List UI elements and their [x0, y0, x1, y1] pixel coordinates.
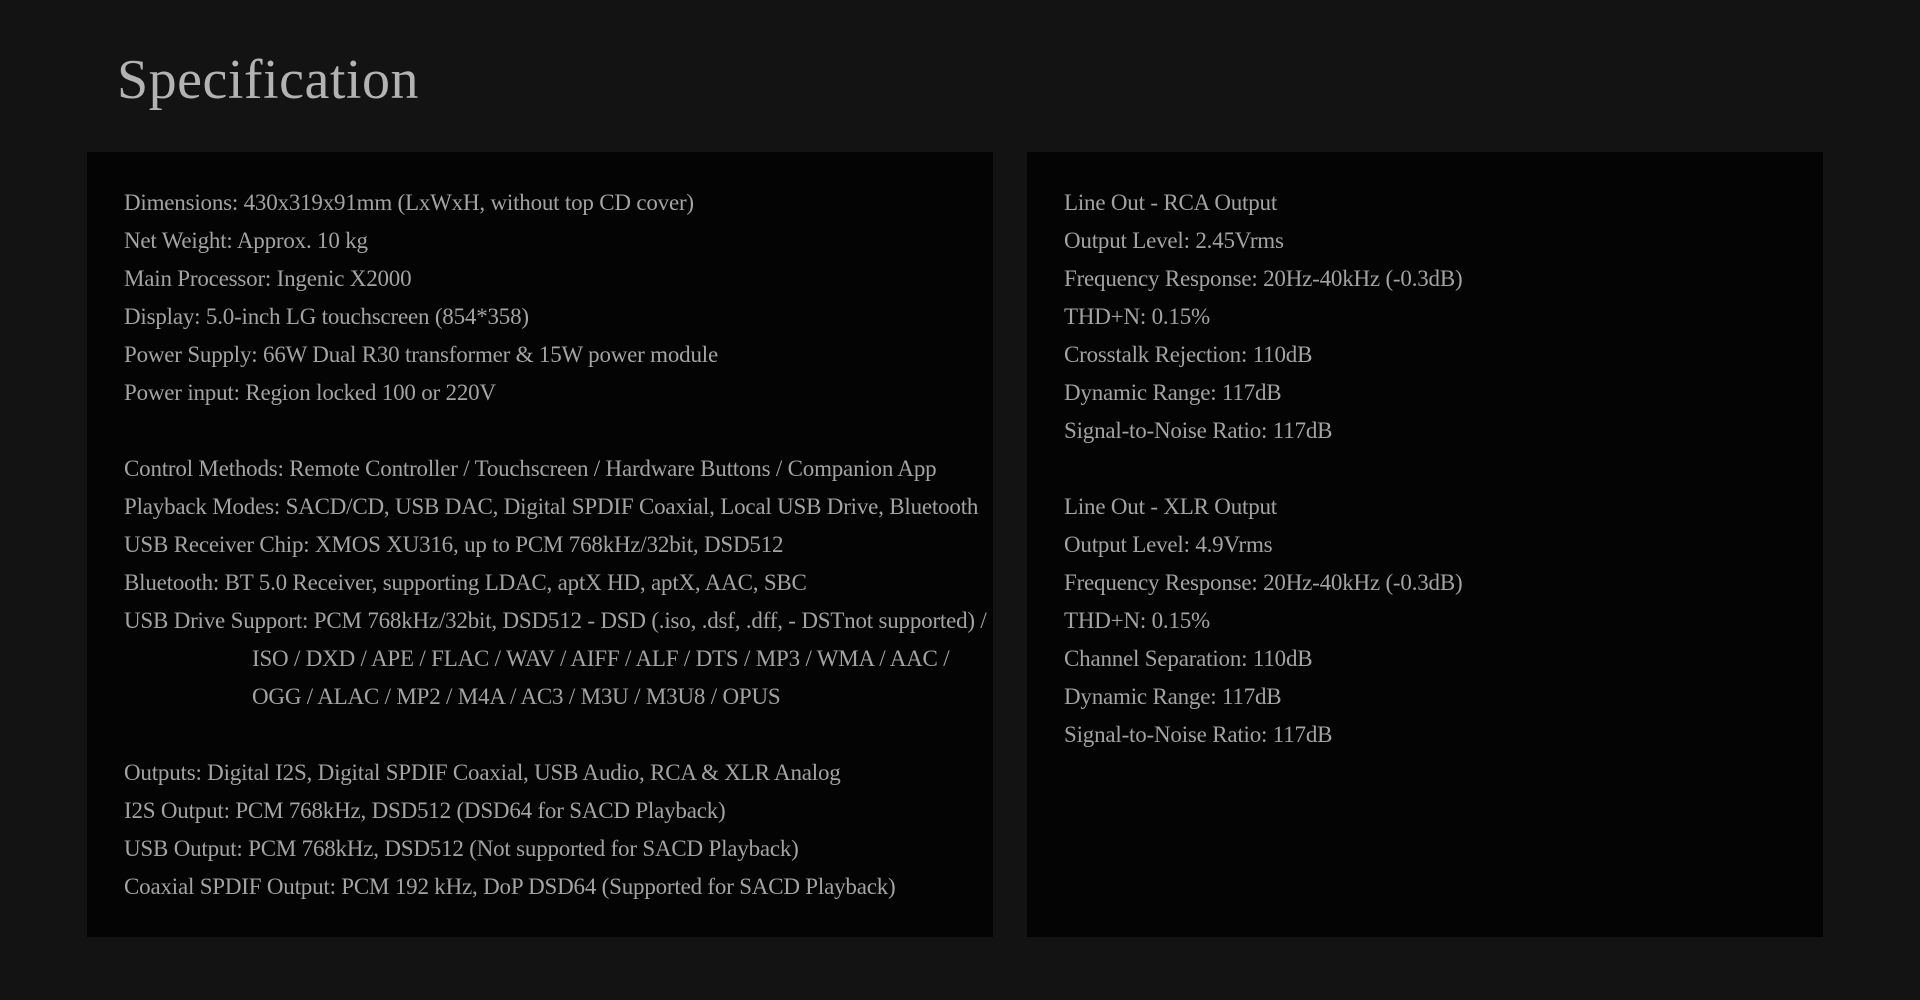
spec-line: Power Supply: 66W Dual R30 transformer & 15W power module — [124, 342, 718, 367]
spec-line: Signal-to-Noise Ratio: 117dB — [1064, 418, 1333, 443]
spec-group — [124, 184, 981, 412]
spec-line: Dimensions: 430x319x91mm (LxWxH, without top CD cover) — [124, 190, 694, 215]
spec-line: Playback Modes: SACD/CD, USB DAC, Digital SPDIF Coaxial, Local USB Drive, Bluetooth — [124, 494, 979, 519]
spec-line: Net Weight: Approx. 10 kg — [124, 228, 368, 253]
spec-line: Line Out - XLR Output — [1064, 494, 1277, 519]
spec-line: OGG / ALAC / MP2 / M4A / AC3 / M3U / M3U8 / OPUS — [252, 684, 781, 709]
spec-line: USB Output: PCM 768kHz, DSD512 (Not supported for SACD Playback) — [124, 836, 799, 861]
page-title: Specification — [117, 49, 419, 111]
spec-line: Crosstalk Rejection: 110dB — [1064, 342, 1313, 367]
spec-line: THD+N: 0.15% — [1064, 608, 1210, 633]
spec-line: Signal-to-Noise Ratio: 117dB — [1064, 722, 1333, 747]
spec-line: Power input: Region locked 100 or 220V — [124, 380, 496, 405]
spec-line: ISO / DXD / APE / FLAC / WAV / AIFF / ALF / DTS / MP3 / WMA / AAC / — [252, 646, 950, 671]
spec-group — [124, 754, 981, 906]
spec-line: Bluetooth: BT 5.0 Receiver, supporting LDAC, aptX HD, aptX, AAC, SBC — [124, 570, 807, 595]
spec-line: USB Receiver Chip: XMOS XU316, up to PCM 768kHz/32bit, DSD512 — [124, 532, 784, 557]
spec-line: Frequency Response: 20Hz-40kHz (-0.3dB) — [1064, 266, 1463, 291]
spec-line: Control Methods: Remote Controller / Touchscreen / Hardware Buttons / Companion App — [124, 456, 937, 481]
spec-line: Channel Separation: 110dB — [1064, 646, 1313, 671]
spec-line: Dynamic Range: 117dB — [1064, 684, 1282, 709]
spec-line: Dynamic Range: 117dB — [1064, 380, 1282, 405]
device-specs-panel — [87, 152, 993, 937]
spec-line: USB Drive Support: PCM 768kHz/32bit, DSD512 - DSD (.iso, .dsf, .dff, - DSTnot supported) / — [124, 608, 987, 633]
spec-group — [124, 450, 987, 716]
spec-group — [1064, 488, 1811, 754]
line-out-specs-panel — [1027, 152, 1823, 937]
spec-line: Output Level: 4.9Vrms — [1064, 532, 1273, 557]
spec-group — [1064, 184, 1811, 450]
spec-line: Coaxial SPDIF Output: PCM 192 kHz, DoP DSD64 (Supported for SACD Playback) — [124, 874, 896, 899]
spec-line: THD+N: 0.15% — [1064, 304, 1210, 329]
spec-line: Frequency Response: 20Hz-40kHz (-0.3dB) — [1064, 570, 1463, 595]
spec-line: Main Processor: Ingenic X2000 — [124, 266, 412, 291]
spec-line: Outputs: Digital I2S, Digital SPDIF Coaxial, USB Audio, RCA & XLR Analog — [124, 760, 841, 785]
spec-line: Line Out - RCA Output — [1064, 190, 1278, 215]
spec-line: I2S Output: PCM 768kHz, DSD512 (DSD64 for SACD Playback) — [124, 798, 726, 823]
spec-line: Output Level: 2.45Vrms — [1064, 228, 1284, 253]
spec-line: Display: 5.0-inch LG touchscreen (854*358) — [124, 304, 529, 329]
